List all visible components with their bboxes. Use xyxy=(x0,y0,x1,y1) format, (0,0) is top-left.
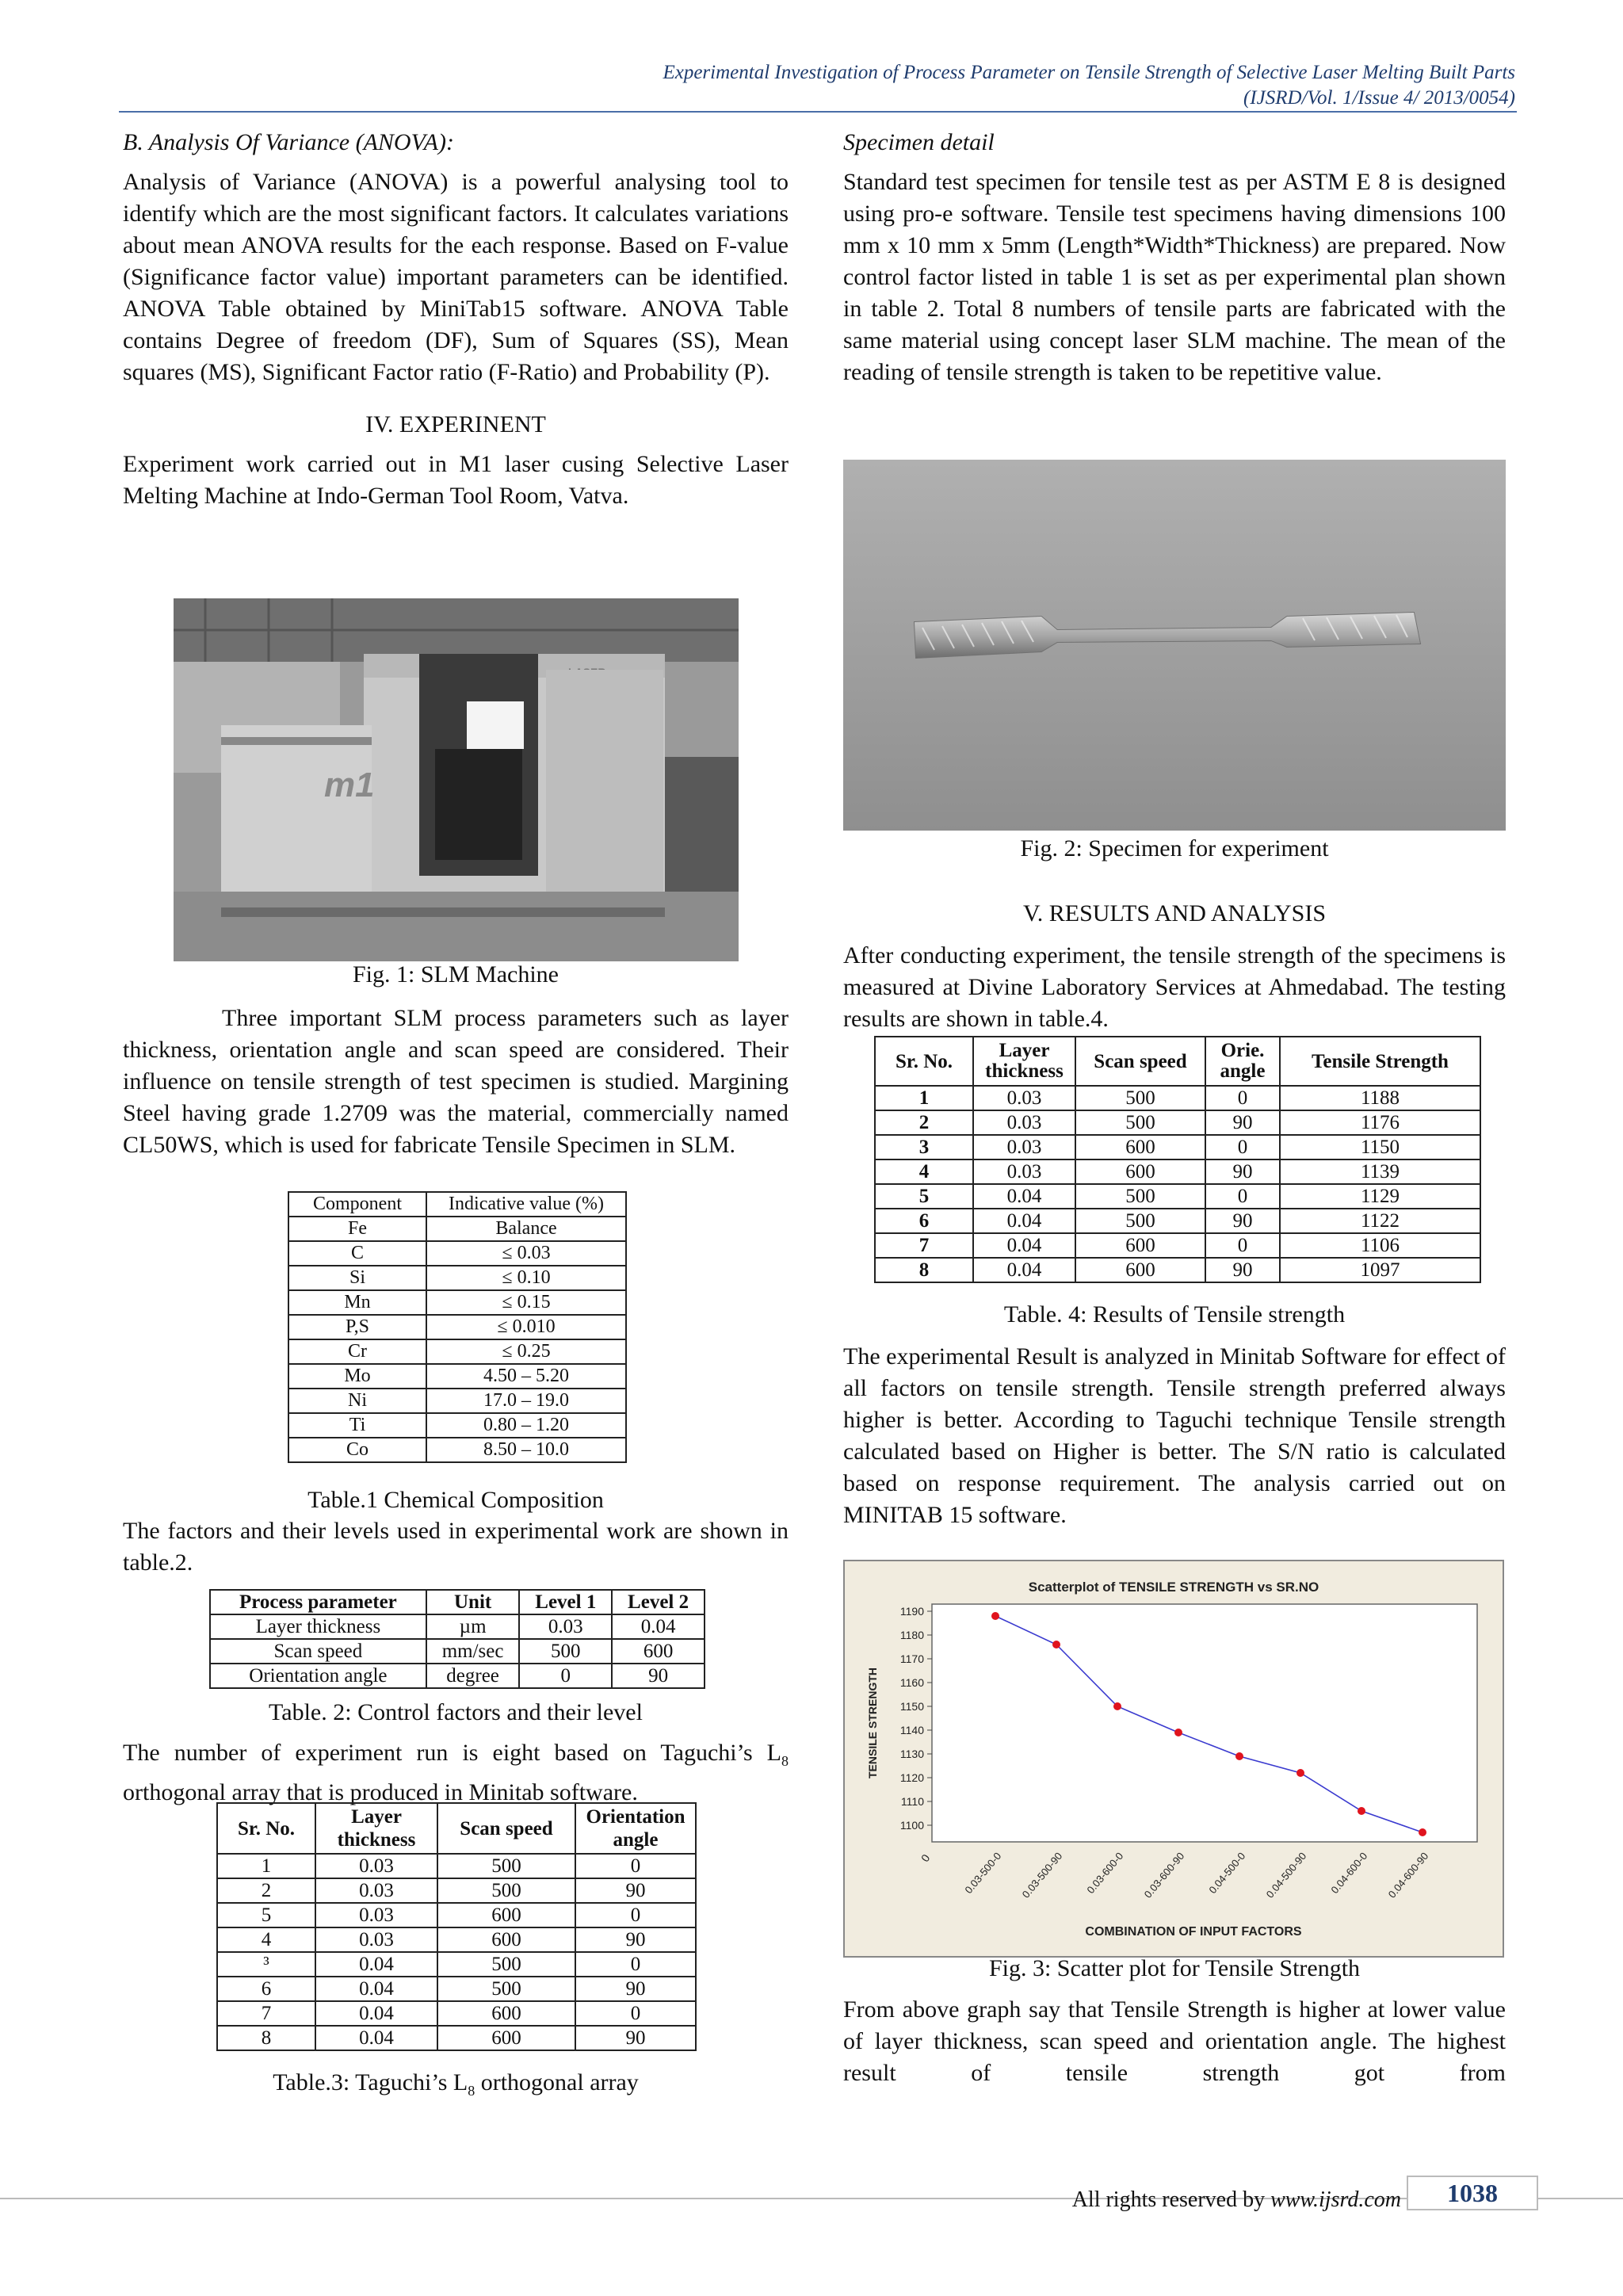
taguchi-subscript: 8 xyxy=(781,1753,789,1769)
y-tick-label: 1150 xyxy=(899,1700,924,1713)
table-cell: 90 xyxy=(1205,1209,1280,1233)
table-cell: 0 xyxy=(575,1903,696,1927)
x-tick-label: 0.04-500-0 xyxy=(1206,1850,1248,1897)
x-tick-label: 0.04-500-90 xyxy=(1263,1850,1309,1901)
table-row xyxy=(217,2026,696,2050)
table-cell: 0 xyxy=(575,1854,696,1878)
table-row xyxy=(288,1438,626,1462)
table-row xyxy=(288,1364,626,1389)
running-header-title: Experimental Investigation of Process Parameter on Tensile Strength of Selective Laser Melting Built Parts xyxy=(663,62,1515,83)
table-cell: 4 xyxy=(217,1927,315,1952)
table-cell: 0.04 xyxy=(315,2026,437,2050)
table-row xyxy=(217,1854,696,1878)
table-cell: 0.03 xyxy=(315,1854,437,1878)
table-row xyxy=(288,1315,626,1339)
table4-header-row xyxy=(875,1037,1480,1086)
specimen-illustration xyxy=(843,460,1506,831)
table2-header-cell: Process parameter xyxy=(210,1590,426,1614)
table3-header-cell: Sr. No. xyxy=(217,1803,315,1854)
table-cell: degree xyxy=(426,1664,520,1688)
table-row xyxy=(875,1184,1480,1209)
table4-header-cell: Scan speed xyxy=(1075,1037,1205,1086)
table-cell: 1097 xyxy=(1280,1258,1480,1282)
y-tick-label: 1170 xyxy=(899,1652,924,1665)
table-cell: 0.03 xyxy=(315,1927,437,1952)
table-cell: 90 xyxy=(575,1878,696,1903)
table-cell: 5 xyxy=(217,1903,315,1927)
fig2-caption: Fig. 2: Specimen for experiment xyxy=(1020,835,1329,861)
table-row xyxy=(875,1233,1480,1258)
table-cell: 0.04 xyxy=(315,1977,437,2001)
data-point xyxy=(1358,1807,1365,1815)
table-cell: 0.80 – 1.20 xyxy=(426,1413,626,1438)
factors-block xyxy=(123,1515,789,1579)
right-column xyxy=(843,127,1506,388)
left-column-continued xyxy=(123,1003,789,1161)
table-cell: µm xyxy=(426,1614,520,1639)
machine-logo: m1 xyxy=(324,766,375,804)
table-cell: 6 xyxy=(217,1977,315,2001)
anova-paragraph: Analysis of Variance (ANOVA) is a powerful analysing tool to identify which are the most significant factors. It calculates variations about mean ANOVA results for the each response. Based on F-value (Significance factor value) important parameters can be identified. ANOVA Table obtained by MiniTab15 software. ANOVA Table contains Degree of freedom (DF), Sum of Squares (SS), Mean squares (MS), Significant Factor ratio (F-Ratio) and Probability (P). xyxy=(123,169,789,385)
table-row xyxy=(288,1413,626,1438)
fig1-caption: Fig. 1: SLM Machine xyxy=(353,961,559,988)
table-cell: 1188 xyxy=(1280,1086,1480,1110)
anova-heading: B. Analysis Of Variance (ANOVA): xyxy=(123,129,454,155)
tensile-strength-chart xyxy=(845,1561,1503,1956)
table-cell: Ni xyxy=(288,1389,426,1413)
table4-header-cell: Orie. angle xyxy=(1205,1037,1280,1086)
table-cell: 3 xyxy=(875,1135,973,1159)
table-cell: P,S xyxy=(288,1315,426,1339)
table-cell: 1129 xyxy=(1280,1184,1480,1209)
header-rule xyxy=(119,111,1517,113)
table-cell: 0.03 xyxy=(315,1903,437,1927)
table-row xyxy=(217,1952,696,1977)
fig3-chart-frame xyxy=(843,1560,1504,1958)
table-row xyxy=(210,1614,705,1639)
conclusion-paragraph: From above graph say that Tensile Strength is higher at lower value of layer thickness, scan speed and orientation angle. The highest result of tensile strength got from xyxy=(843,1996,1506,2086)
table-row xyxy=(210,1664,705,1688)
results-paragraph: After conducting experiment, the tensile strength of the specimens is measured at Divine Laboratory Services at Ahmedabad. The testing results are shown in table.4. xyxy=(843,942,1506,1032)
y-ticks xyxy=(900,1605,932,1832)
data-point xyxy=(1174,1729,1182,1736)
table-cell: 0.03 xyxy=(315,1878,437,1903)
table-cell: 500 xyxy=(519,1639,612,1664)
y-tick-label: 1110 xyxy=(900,1795,924,1808)
taguchi-text-post: orthogonal array that is produced in Minitab software. xyxy=(123,1779,638,1805)
table-cell: 90 xyxy=(575,1977,696,2001)
experiment-paragraph: Experiment work carried out in M1 laser cusing Selective Laser Melting Machine at Indo-German Tool Room, Vatva. xyxy=(123,451,789,509)
table-cell: 600 xyxy=(612,1639,705,1664)
table2-header-cell: Level 2 xyxy=(612,1590,705,1614)
table-cell: 90 xyxy=(1205,1159,1280,1184)
table-cell: 0.04 xyxy=(315,1952,437,1977)
table1-header-cell: Component xyxy=(288,1192,426,1217)
table3-caption-pre: Table.3: Taguchi’s L xyxy=(273,2069,468,2095)
table-row xyxy=(875,1086,1480,1110)
table-cell: 6 xyxy=(875,1209,973,1233)
table-cell: ≤ 0.10 xyxy=(426,1266,626,1290)
table-cell: Layer thickness xyxy=(210,1614,426,1639)
table2-header-row xyxy=(210,1590,705,1614)
table1-caption: Table.1 Chemical Composition xyxy=(307,1487,604,1513)
slm-machine-illustration xyxy=(174,598,739,961)
table-cell: Mo xyxy=(288,1364,426,1389)
table2-header-cell: Unit xyxy=(426,1590,520,1614)
table-cell: 600 xyxy=(1075,1135,1205,1159)
fig3-caption: Fig. 3: Scatter plot for Tensile Strength xyxy=(988,1955,1361,1981)
table3-taguchi-l8-array xyxy=(216,1802,697,2051)
table-cell: 500 xyxy=(1075,1086,1205,1110)
data-point xyxy=(991,1612,999,1620)
table-cell: 90 xyxy=(612,1664,705,1688)
plot-area xyxy=(932,1604,1477,1842)
y-tick-label: 1180 xyxy=(899,1629,924,1641)
table3-caption-post: orthogonal array xyxy=(475,2069,639,2095)
table-cell: 0.03 xyxy=(973,1159,1075,1184)
table4-header-cell: Tensile Strength xyxy=(1280,1037,1480,1086)
table-cell: ≤ 0.15 xyxy=(426,1290,626,1315)
table3-header-cell: Scan speed xyxy=(437,1803,575,1854)
table-cell: ³ xyxy=(217,1952,315,1977)
table-cell: 500 xyxy=(437,1952,575,1977)
table-cell: mm/sec xyxy=(426,1639,520,1664)
table-row xyxy=(217,1927,696,1952)
table-cell: Mn xyxy=(288,1290,426,1315)
table-cell: 500 xyxy=(1075,1184,1205,1209)
table-cell: 0 xyxy=(575,1952,696,1977)
table-cell: 500 xyxy=(1075,1209,1205,1233)
table3-header-cell: Orientation angle xyxy=(575,1803,696,1854)
table-cell: 8 xyxy=(217,2026,315,2050)
data-point xyxy=(1296,1769,1304,1777)
data-point xyxy=(1113,1702,1121,1710)
table-cell: 0 xyxy=(1205,1135,1280,1159)
table-cell: 1176 xyxy=(1280,1110,1480,1135)
table1-header-row xyxy=(288,1192,626,1217)
experiment-heading: IV. EXPERINENT xyxy=(365,411,546,437)
table-cell: 4.50 – 5.20 xyxy=(426,1364,626,1389)
x-tick-label: 0.03-600-0 xyxy=(1084,1850,1126,1897)
table-cell: 1 xyxy=(875,1086,973,1110)
table1-header-cell: Indicative value (%) xyxy=(426,1192,626,1217)
table-cell: Scan speed xyxy=(210,1639,426,1664)
table-row xyxy=(217,2001,696,2026)
table-cell: 500 xyxy=(437,1854,575,1878)
table-cell: 90 xyxy=(1205,1258,1280,1282)
table-cell: 600 xyxy=(437,2001,575,2026)
table-cell: 7 xyxy=(875,1233,973,1258)
table1-chemical-composition xyxy=(288,1191,627,1463)
table-cell: 17.0 – 19.0 xyxy=(426,1389,626,1413)
table-cell: Si xyxy=(288,1266,426,1290)
table3-caption xyxy=(123,2069,789,2105)
taguchi-text-pre: The number of experiment run is eight based on Taguchi’s L xyxy=(123,1740,781,1766)
table-cell: Fe xyxy=(288,1217,426,1241)
results-heading: V. RESULTS AND ANALYSIS xyxy=(1022,900,1327,926)
table2-control-factors xyxy=(209,1589,705,1689)
data-point xyxy=(1235,1752,1243,1760)
table-cell: Co xyxy=(288,1438,426,1462)
table-cell: ≤ 0.25 xyxy=(426,1339,626,1364)
fig1-slm-machine-image xyxy=(174,598,739,961)
analysis-paragraph: The experimental Result is analyzed in Minitab Software for effect of all factors on tensile strength. Tensile strength preferred always higher is better. According to Taguchi technique Tensile strength calculated based on Higher is better. The S/N ratio is calculated based on response requirement. The analysis carried out on MINITAB 15 software. xyxy=(843,1343,1506,1528)
table-row xyxy=(217,1878,696,1903)
x-origin-label: 0 xyxy=(918,1851,933,1865)
table-cell: 7 xyxy=(217,2001,315,2026)
taguchi-block xyxy=(123,1737,789,1809)
table-cell: 2 xyxy=(875,1110,973,1135)
table-cell: 0.03 xyxy=(973,1086,1075,1110)
table4-header-cell: Layer thickness xyxy=(973,1037,1075,1086)
table-cell: 500 xyxy=(437,1878,575,1903)
y-tick-label: 1190 xyxy=(899,1605,924,1618)
table-cell: 600 xyxy=(437,1927,575,1952)
table-cell: 0.03 xyxy=(973,1110,1075,1135)
specimen-paragraph: Standard test specimen for tensile test as per ASTM E 8 is designed using pro-e software. Tensile test specimens having dimensions 100 mm x 10 mm x 5mm (Length*Width*Thickness) are prepared. Now control factor listed in table 1 is set as per experimental plan shown in table 2. Total 8 numbers of tensile parts are fabricated with the same material using concept laser SLM machine. The mean of the reading of tensile strength is taken to be repetitive value. xyxy=(843,169,1506,385)
table-row xyxy=(288,1241,626,1266)
y-tick-label: 1160 xyxy=(899,1676,924,1689)
data-point xyxy=(1419,1828,1426,1836)
running-header-citation: (IJSRD/Vol. 1/Issue 4/ 2013/0054) xyxy=(1243,87,1515,109)
factors-paragraph: The factors and their levels used in experimental work are shown in table.2. xyxy=(123,1518,789,1576)
table-row xyxy=(875,1159,1480,1184)
table-cell: ≤ 0.03 xyxy=(426,1241,626,1266)
table-cell: 0 xyxy=(575,2001,696,2026)
x-ticks xyxy=(918,1850,1430,1900)
table-row xyxy=(217,1977,696,2001)
table-cell: 0.04 xyxy=(612,1614,705,1639)
table-cell: 0.03 xyxy=(973,1135,1075,1159)
table-row xyxy=(288,1266,626,1290)
table-cell: 8 xyxy=(875,1258,973,1282)
table-cell: 2 xyxy=(217,1878,315,1903)
table-cell: 0.04 xyxy=(973,1184,1075,1209)
x-tick-label: 0.03-600-90 xyxy=(1141,1850,1187,1901)
table-cell: ≤ 0.010 xyxy=(426,1315,626,1339)
table-row xyxy=(875,1258,1480,1282)
table-cell: 1122 xyxy=(1280,1209,1480,1233)
y-tick-label: 1100 xyxy=(899,1819,924,1832)
table-row xyxy=(288,1389,626,1413)
table-cell: 90 xyxy=(575,1927,696,1952)
table-cell: Orientation angle xyxy=(210,1664,426,1688)
table-row xyxy=(288,1217,626,1241)
chart-title: Scatterplot of TENSILE STRENGTH vs SR.NO xyxy=(1028,1580,1319,1595)
table-cell: 0 xyxy=(1205,1233,1280,1258)
table-row xyxy=(217,1903,696,1927)
analysis-block xyxy=(843,1341,1506,1531)
y-tick-label: 1120 xyxy=(899,1771,924,1784)
table-cell: 0.04 xyxy=(973,1233,1075,1258)
table4-header-cell: Sr. No. xyxy=(875,1037,973,1086)
table-row xyxy=(875,1135,1480,1159)
table-cell: 600 xyxy=(1075,1258,1205,1282)
process-paragraph: Three important SLM process parameters such as layer thickness, orientation angle and scan speed are considered. Their influence on tensile strength of test specimen is studied. Margining Steel having grade 1.2709 was the material, commercially named CL50WS, which is used for fabricate Tensile Specimen in SLM. xyxy=(123,1005,789,1158)
table2-header-cell: Level 1 xyxy=(519,1590,612,1614)
data-point xyxy=(1052,1641,1060,1648)
table-cell: 600 xyxy=(1075,1159,1205,1184)
results-block xyxy=(843,940,1506,1035)
x-tick-label: 0.04-600-90 xyxy=(1385,1850,1431,1901)
table-cell: 1 xyxy=(217,1854,315,1878)
table-cell: 0 xyxy=(1205,1086,1280,1110)
footer-rights xyxy=(1072,2187,1401,2213)
table2-caption: Table. 2: Control factors and their level xyxy=(269,1699,643,1725)
y-axis-label: TENSILE STRENGTH xyxy=(866,1667,879,1779)
table-cell: 8.50 – 10.0 xyxy=(426,1438,626,1462)
table-cell: 600 xyxy=(1075,1233,1205,1258)
table-cell: 500 xyxy=(437,1977,575,2001)
x-axis-label: COMBINATION OF INPUT FACTORS xyxy=(1085,1925,1302,1939)
x-tick-label: 0.04-600-0 xyxy=(1328,1850,1370,1897)
table-cell: 5 xyxy=(875,1184,973,1209)
table-cell: 600 xyxy=(437,2026,575,2050)
table3-header-cell: Layer thickness xyxy=(315,1803,437,1854)
table-cell: 90 xyxy=(575,2026,696,2050)
table-cell: 0 xyxy=(1205,1184,1280,1209)
y-tick-label: 1140 xyxy=(899,1724,924,1736)
table4-caption: Table. 4: Results of Tensile strength xyxy=(1003,1301,1346,1328)
taguchi-paragraph xyxy=(123,1737,789,1809)
table-cell: Balance xyxy=(426,1217,626,1241)
table-row xyxy=(875,1110,1480,1135)
table-cell: 0.04 xyxy=(973,1258,1075,1282)
conclusion-block xyxy=(843,1994,1506,2089)
footer-rights-text: All rights reserved by xyxy=(1071,2187,1271,2212)
page-number: 1038 xyxy=(1407,2176,1538,2210)
table-cell: 0.04 xyxy=(973,1209,1075,1233)
table-cell: 0.04 xyxy=(315,2001,437,2026)
table-row xyxy=(288,1339,626,1364)
left-column xyxy=(123,127,789,512)
table-cell: C xyxy=(288,1241,426,1266)
footer-site-link[interactable]: www.ijsrd.com xyxy=(1270,2187,1401,2212)
table-cell: 4 xyxy=(875,1159,973,1184)
table-row xyxy=(875,1209,1480,1233)
fig2-specimen-image xyxy=(843,460,1506,831)
table-cell: 1106 xyxy=(1280,1233,1480,1258)
table-cell: Ti xyxy=(288,1413,426,1438)
table-cell: 1150 xyxy=(1280,1135,1480,1159)
table4-results xyxy=(874,1036,1481,1283)
x-tick-label: 0.03-500-0 xyxy=(962,1850,1004,1897)
table-cell: 1139 xyxy=(1280,1159,1480,1184)
table3-header-row xyxy=(217,1803,696,1854)
x-tick-label: 0.03-500-90 xyxy=(1019,1850,1065,1901)
table-row xyxy=(210,1639,705,1664)
specimen-heading: Specimen detail xyxy=(843,129,995,155)
table-cell: 500 xyxy=(1075,1110,1205,1135)
table3-caption-subscript: 8 xyxy=(468,2083,475,2099)
y-tick-label: 1130 xyxy=(899,1748,924,1760)
table-cell: Cr xyxy=(288,1339,426,1364)
table-cell: 0 xyxy=(519,1664,612,1688)
table-cell: 0.03 xyxy=(519,1614,612,1639)
table-cell: 90 xyxy=(1205,1110,1280,1135)
table-row xyxy=(288,1290,626,1315)
table-cell: 600 xyxy=(437,1903,575,1927)
